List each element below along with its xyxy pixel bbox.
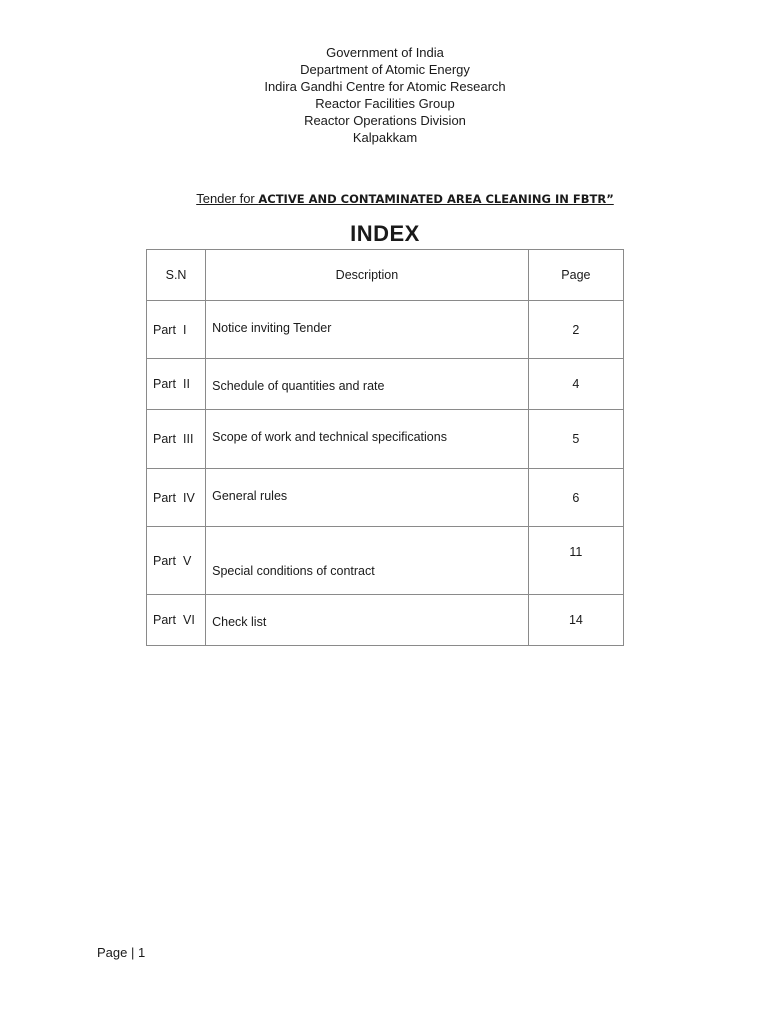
- index-heading: INDEX: [350, 221, 420, 246]
- row-description: Scope of work and technical specifications: [206, 410, 529, 469]
- row-sn: [147, 527, 206, 595]
- part-label: Part: [153, 377, 176, 391]
- table-row: [147, 595, 624, 646]
- table-row: [147, 359, 624, 410]
- column-header-sn: S.N: [147, 250, 206, 301]
- part-label: Part: [153, 432, 176, 446]
- header-line-department: Department of Atomic Energy: [300, 62, 470, 77]
- part-label: Part: [153, 613, 176, 627]
- header-line-centre: Indira Gandhi Centre for Atomic Research: [264, 79, 506, 94]
- table-row: [147, 527, 624, 595]
- row-description: General rules: [206, 469, 529, 527]
- index-table: [146, 249, 624, 646]
- column-header-description: Description: [206, 250, 529, 301]
- tender-title: [0, 191, 770, 206]
- part-numeral: II: [183, 377, 190, 391]
- part-numeral: IV: [183, 490, 195, 505]
- header-line-location: Kalpakkam: [352, 130, 418, 145]
- row-sn: [147, 359, 206, 410]
- table-row: [147, 301, 624, 359]
- row-sn: [147, 595, 206, 646]
- column-header-page: Page: [528, 250, 623, 301]
- row-page: 14: [528, 595, 623, 646]
- row-page: 6: [528, 469, 623, 527]
- row-page: 2: [528, 301, 623, 359]
- document-header: [0, 44, 770, 146]
- row-sn: [147, 469, 206, 527]
- row-sn: [147, 410, 206, 469]
- header-line-government: Government of India: [326, 45, 444, 60]
- header-line-division: Reactor Operations Division: [304, 113, 466, 128]
- row-sn: [147, 301, 206, 359]
- part-numeral: VI: [183, 613, 195, 627]
- tender-prefix: Tender for: [196, 191, 259, 206]
- header-line-group: Reactor Facilities Group: [315, 96, 455, 111]
- page-number-footer: Page | 1: [97, 945, 146, 960]
- row-description: Check list: [206, 595, 529, 646]
- row-page: 11: [528, 527, 623, 595]
- part-numeral: V: [183, 553, 192, 568]
- row-page: 4: [528, 359, 623, 410]
- table-row: [147, 469, 624, 527]
- part-numeral: III: [183, 432, 194, 446]
- part-label: Part: [153, 553, 176, 568]
- row-description: Special conditions of contract: [206, 527, 529, 595]
- tender-subject: ACTIVE AND CONTAMINATED AREA CLEANING IN FBTR”: [258, 192, 614, 206]
- part-label: Part: [153, 322, 176, 337]
- row-description: Notice inviting Tender: [206, 301, 529, 359]
- table-row: [147, 410, 624, 469]
- part-numeral: I: [183, 322, 187, 337]
- table-header-row: [147, 250, 624, 301]
- part-label: Part: [153, 490, 176, 505]
- row-page: 5: [528, 410, 623, 469]
- row-description: Schedule of quantities and rate: [206, 359, 529, 410]
